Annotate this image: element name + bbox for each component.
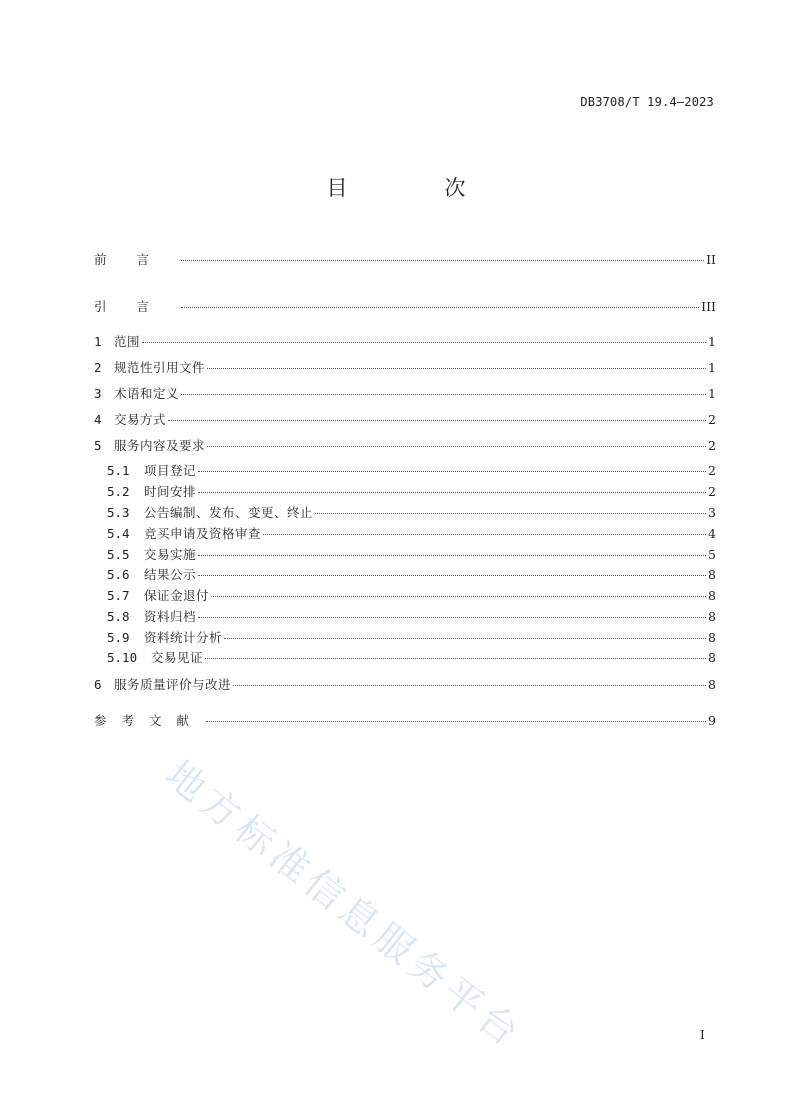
toc-entry-page: 1	[708, 360, 716, 375]
watermark: 地方标准信息服务平台	[157, 752, 532, 1058]
dot-leader	[205, 658, 706, 659]
toc-entry-number: 5.4	[107, 526, 130, 541]
toc-entry-number: 1	[94, 334, 102, 349]
dot-leader	[206, 721, 706, 722]
toc-entry-page: 5	[708, 547, 716, 562]
toc-entry[interactable]	[107, 609, 716, 625]
toc-entry-page: II	[706, 252, 716, 267]
toc-entry-label: 服务质量评价与改进	[114, 677, 232, 692]
toc-entry-label: 时间安排	[144, 484, 197, 499]
toc-entry-number: 5	[94, 438, 102, 453]
toc-entry-number: 3	[94, 386, 102, 401]
toc-entry-number: 5.3	[107, 505, 130, 520]
toc-entry[interactable]	[94, 412, 716, 428]
toc-entry[interactable]	[94, 386, 716, 402]
toc-entry-number: 6	[94, 677, 102, 692]
dot-leader	[263, 534, 706, 535]
toc-entry-page: 8	[708, 630, 716, 645]
toc-entry-label: 资料统计分析	[144, 630, 223, 645]
toc-entry[interactable]	[107, 505, 716, 521]
toc-entry-label: 保证金退付	[144, 588, 210, 603]
toc-entry-label: 交易实施	[144, 547, 197, 562]
toc-entry-label: 交易见证	[151, 650, 204, 665]
dot-leader	[224, 638, 706, 639]
toc-entry-page: 9	[708, 713, 716, 728]
toc-entry-number: 5.5	[107, 547, 130, 562]
toc-entry[interactable]	[94, 360, 716, 376]
toc-entry-label: 规范性引用文件	[114, 360, 206, 375]
toc-entry-label: 术语和定义	[114, 386, 180, 401]
toc-entry-number: 5.6	[107, 567, 130, 582]
dot-leader	[198, 492, 706, 493]
toc-entry[interactable]	[107, 567, 716, 583]
toc-entry[interactable]	[94, 334, 716, 350]
toc-entry-page: 1	[708, 334, 716, 349]
toc-entry-page: 4	[708, 526, 716, 541]
toc-entry[interactable]	[94, 252, 716, 268]
toc-entry[interactable]	[107, 484, 716, 500]
dot-leader	[181, 394, 706, 395]
page-number: I	[700, 1028, 705, 1042]
toc-entry-number: 4	[94, 412, 102, 427]
dot-leader	[198, 575, 706, 576]
toc-entry-page: 8	[708, 609, 716, 624]
dot-leader	[168, 420, 706, 421]
dot-leader	[233, 685, 706, 686]
toc-entry-label: 资料归档	[144, 609, 197, 624]
dot-leader	[198, 617, 706, 618]
dot-leader	[198, 471, 706, 472]
toc-entry-page: 2	[708, 463, 716, 478]
toc-entry[interactable]	[94, 438, 716, 454]
toc-entry-page: 8	[708, 588, 716, 603]
toc-entry-label: 结果公示	[144, 567, 197, 582]
document-code: DB3708/T 19.4—2023	[580, 95, 714, 109]
dot-leader	[181, 260, 704, 261]
toc-entry-number: 5.7	[107, 588, 130, 603]
toc-entry[interactable]	[94, 677, 716, 693]
toc-entry-number: 5.10	[107, 650, 138, 665]
toc-entry[interactable]	[94, 713, 716, 729]
dot-leader	[207, 446, 706, 447]
dot-leader	[181, 307, 699, 308]
toc-entry[interactable]	[107, 630, 716, 646]
toc-entry-label: 引言	[94, 299, 180, 314]
toc-entry-page: 8	[708, 567, 716, 582]
dot-leader	[198, 555, 706, 556]
toc-entry-label: 竞买申请及资格审查	[144, 526, 262, 541]
toc-entry-number: 5.8	[107, 609, 130, 624]
toc-entry[interactable]	[107, 526, 716, 542]
toc-entry-page: 1	[708, 386, 716, 401]
toc-entry-number: 5.2	[107, 484, 130, 499]
toc-entry[interactable]	[107, 547, 716, 563]
toc-entry-label: 公告编制、发布、变更、终止	[144, 505, 314, 520]
toc-entry[interactable]	[107, 588, 716, 604]
toc-entry-number: 5.9	[107, 630, 130, 645]
toc-entry-page: 3	[708, 505, 716, 520]
toc-entry[interactable]	[94, 299, 716, 315]
toc-entry-label: 服务内容及要求	[114, 438, 206, 453]
dot-leader	[142, 342, 706, 343]
toc-entry-label: 前言	[94, 252, 180, 267]
toc-entry[interactable]	[107, 650, 716, 666]
dot-leader	[207, 368, 706, 369]
page-title: 目 次	[326, 176, 504, 200]
toc-entry-label: 参考文献	[94, 713, 205, 728]
toc-entry-page: III	[701, 299, 716, 314]
dot-leader	[211, 596, 706, 597]
toc-entry[interactable]	[107, 463, 716, 479]
toc-entry-page: 8	[708, 650, 716, 665]
toc-entry-number: 2	[94, 360, 102, 375]
toc-entry-label: 交易方式	[114, 412, 167, 427]
toc-entry-page: 8	[708, 677, 716, 692]
toc-entry-page: 2	[708, 438, 716, 453]
toc-entry-number: 5.1	[107, 463, 130, 478]
toc-entry-page: 2	[708, 484, 716, 499]
toc-entry-label: 项目登记	[144, 463, 197, 478]
toc-entry-label: 范围	[114, 334, 141, 349]
dot-leader	[315, 513, 706, 514]
toc-entry-page: 2	[708, 412, 716, 427]
